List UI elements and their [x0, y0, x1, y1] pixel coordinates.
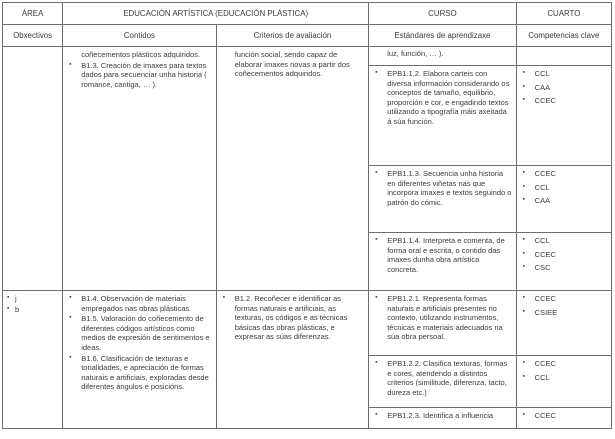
competencia-item: ▪ CSIEE [521, 308, 607, 318]
competencia-item: ▪ CCEC [521, 96, 607, 106]
criterios-cell-s1 [216, 47, 369, 291]
competencia-item: ▪ CCL [521, 236, 607, 246]
header-row-2 [3, 25, 612, 47]
col-header-criterios: Criterios de avaliación [216, 25, 369, 47]
col-header-competencias: Competencias clave [516, 25, 611, 47]
competencias-cell [516, 166, 611, 233]
obxectivos-cell-s2 [3, 291, 63, 429]
contido-continuation: coñecementos plásticos adquiridos. [81, 50, 201, 59]
competencia-item: ▪ CCEC [521, 250, 607, 260]
estandar-cell [369, 356, 516, 408]
col-header-contidos: Contidos [63, 25, 217, 47]
estandar-cell [369, 291, 516, 356]
contidos-cell-s1 [63, 47, 217, 291]
col-header-obxectivos: Obxectivos [3, 25, 63, 47]
estandar-item: ▪ EPB1.2.1. Representa formas naturais e artificiais presentes no contexto, utilizando instrumentos, técnicas e materiais adecuados na súa obra persoal. [373, 294, 511, 342]
obxectivos-cell-s1 [3, 47, 63, 291]
criterio-item: ▪ B1.2. Recoñecer e identificar as formas naturais e artificiais, as texturas, os códigos e as técnicas básicas das obras plásticas, e expresar as súas diferenzas. [221, 294, 365, 342]
estandar-cell [369, 233, 516, 291]
contido-item: ▪ B1.3. Creación de imaxes para textos dados para secuenciar unha historia ( romance, cantiga, … ). [67, 61, 212, 90]
competencia-item: ▪ CCEC [521, 411, 607, 421]
competencia-item: ▪ CCEC [521, 294, 607, 304]
contido-item: ▪ B1.5. Valoración do coñecemento de diferentes códigos artísticos como medios de expresión de sentimentos e ideas. [67, 314, 212, 352]
estandar-item: ▪ EPB1.2.2. Clasifica texturas, formas e cores, atendendo a distintos criterios (similitude, diferenza, tacto, dureza etc.) [373, 359, 511, 397]
competencia-item: ▪ CCL [521, 69, 607, 79]
header-area: ÁREA [3, 3, 63, 25]
header-subject: EDUCACIÓN ARTÍSTICA (EDUCACIÓN PLÁSTICA) [63, 3, 369, 25]
estandar-item: ▪ EPB1.1.2. Elabora carteis con diversa información considerando os conceptos de tamaño, equilibrio, proporción e cor, e engadindo textos utilizando a tipografía máis axeitada á súa función. [373, 69, 511, 127]
estandar-cell [369, 66, 516, 166]
competencia-item: ▪ CSC [521, 263, 607, 273]
estandar-cell [369, 166, 516, 233]
contidos-cell-s2 [63, 291, 217, 429]
contido-item: ▪ B1.4. Observación de materiais empregados nas obras plásticas. [67, 294, 212, 313]
estandar-continuation: luz, función, … ). [387, 49, 444, 58]
obxectivo-item: ▪ b [6, 305, 58, 315]
competencia-item: ▪ CAA [521, 83, 607, 93]
criterios-cell-s2 [216, 291, 369, 429]
criterio-continuation: función social, sendo capaz de elaborar imaxes novas a partir dos coñecementos adquiridos. [234, 50, 350, 79]
estandar-cell [369, 408, 516, 429]
estandar-item: ▪ EPB1.1.4. Interpreta e comenta, de forma oral e escrita, o contido das imaxes dunha obra artística concreta. [373, 236, 511, 274]
contido-item: ▪ B1.6. Clasificación de texturas e tonalidades, e apreciación de formas naturais e artificiais, exploradas desde diferentes ángulos e posicións. [67, 354, 212, 392]
estandar-item: ▪ EPB1.1.3. Secuencia unha historia en diferentes viñetas nas que incorpora imaxes e textos seguindo o patrón do cómic. [373, 169, 511, 207]
header-curso-value: CUARTO [516, 3, 611, 25]
competencia-item: ▪ CCL [521, 373, 607, 383]
estandar-item: ▪ EPB1.2.3. Identifica a influencia [373, 411, 511, 421]
header-curso-label: CURSO [369, 3, 516, 25]
competencia-item: ▪ CCL [521, 183, 607, 193]
competencias-cell [516, 291, 611, 356]
competencias-cell [516, 47, 611, 66]
obxectivo-item: ▪ j [6, 294, 58, 304]
competencias-cell [516, 233, 611, 291]
competencias-cell [516, 356, 611, 408]
competencia-item: ▪ CCEC [521, 169, 607, 179]
competencia-item: ▪ CCEC [521, 359, 607, 369]
estandar-cell [369, 47, 516, 66]
table-row [3, 47, 612, 66]
header-row-1 [3, 3, 612, 25]
competencia-item: ▪ CAA [521, 196, 607, 206]
col-header-estandares: Estándares de aprendizaxe [369, 25, 516, 47]
table-row [3, 291, 612, 356]
competencias-cell [516, 66, 611, 166]
competencias-cell [516, 408, 611, 429]
curriculum-table [2, 2, 612, 429]
